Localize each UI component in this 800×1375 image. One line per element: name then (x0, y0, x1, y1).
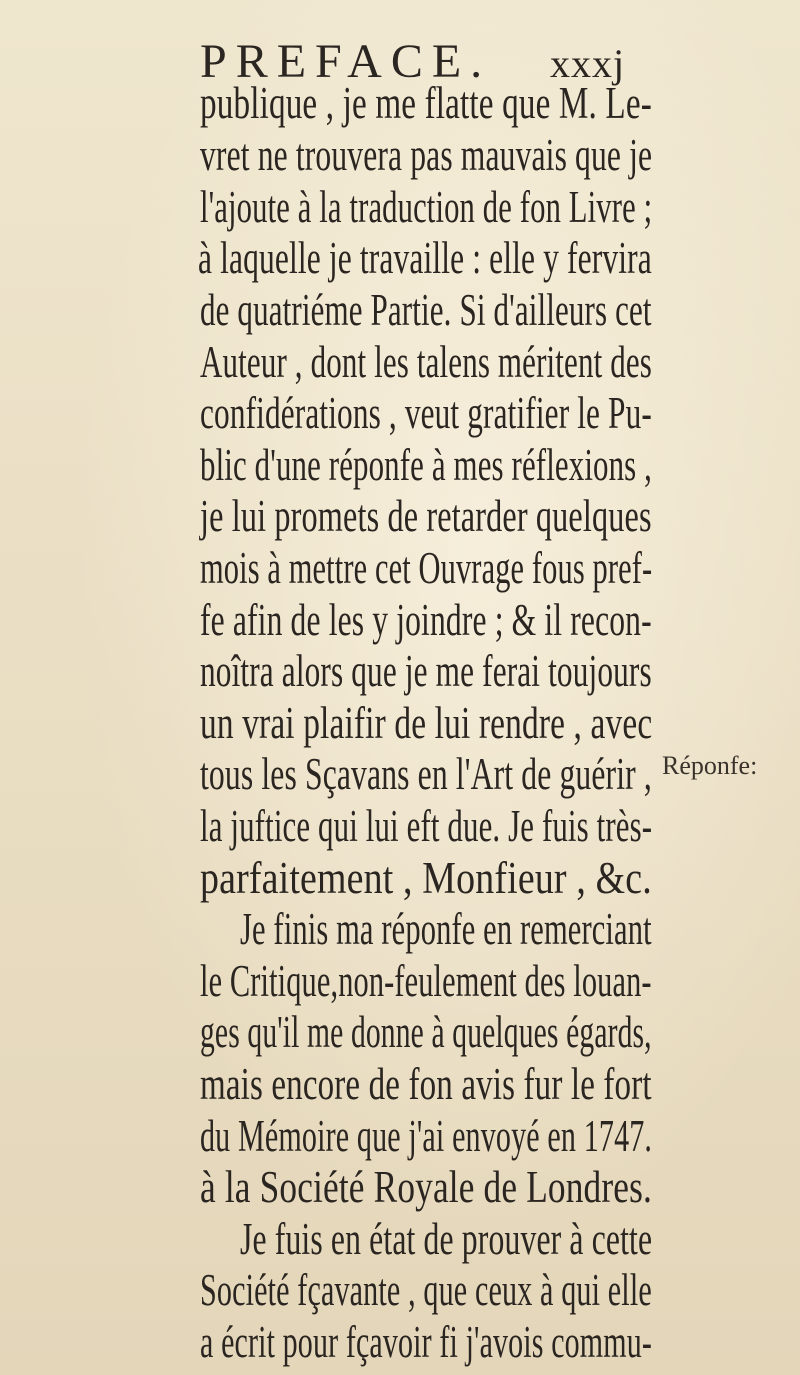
text-line: parfaitement , Monfieur , &c. (200, 853, 652, 903)
text-line: mais encore de fon avis fur le fort (200, 1059, 652, 1109)
text-line: du Mémoire que j'ai envoyé en 1747. (200, 1111, 653, 1161)
text-line: Je finis ma réponfe en remerciant (240, 904, 652, 954)
text-line: noîtra alors que je me ferai toujours (200, 646, 652, 696)
text-line: la juftice qui lui eft due. Je fuis très- (200, 801, 653, 851)
text-line: à laquelle je travaille : elle y fervira (198, 233, 652, 283)
text-line: a écrit pour fçavoir fi j'avois commu- (200, 1317, 653, 1367)
text-line: l'ajoute à la traduction de fon Livre ; (200, 182, 653, 232)
text-line: publique , je me flatte que M. Le- (200, 78, 652, 128)
text-line: le Critique,non-feulement des louan- (200, 956, 652, 1006)
text-line: ges qu'il me donne à quelques égards, (200, 1007, 652, 1057)
text-line: mois à mettre cet Ouvrage fous pref- (200, 543, 653, 593)
text-line: je lui promets de retarder quelques (200, 491, 652, 541)
text-line: vret ne trouvera pas mauvais que je (200, 130, 653, 180)
text-line: Société fçavante , que ceux à qui elle (200, 1265, 652, 1315)
running-title: PREFACE. (200, 35, 492, 88)
text-line: confidérations , veut gratifier le Pu- (200, 388, 652, 438)
text-line: à la Société Royale de Londres. (200, 1162, 652, 1212)
text-line: Je fuis en état de prouver à cette (240, 1214, 653, 1264)
text-line: de quatriéme Partie. Si d'ailleurs cet (200, 285, 652, 335)
page-number: xxxj (550, 41, 626, 86)
text-line: Auteur , dont les talens méritent des (200, 337, 652, 387)
text-line: tous les Sçavans en l'Art de guérir , (200, 749, 652, 799)
text-line: blic d'une réponfe à mes réflexions , (200, 440, 653, 490)
margin-note: Réponfe: (662, 751, 758, 780)
text-line: fe afin de les y joindre ; & il recon- (200, 595, 652, 645)
text-line: un vrai plaifir de lui rendre , avec (200, 698, 653, 748)
